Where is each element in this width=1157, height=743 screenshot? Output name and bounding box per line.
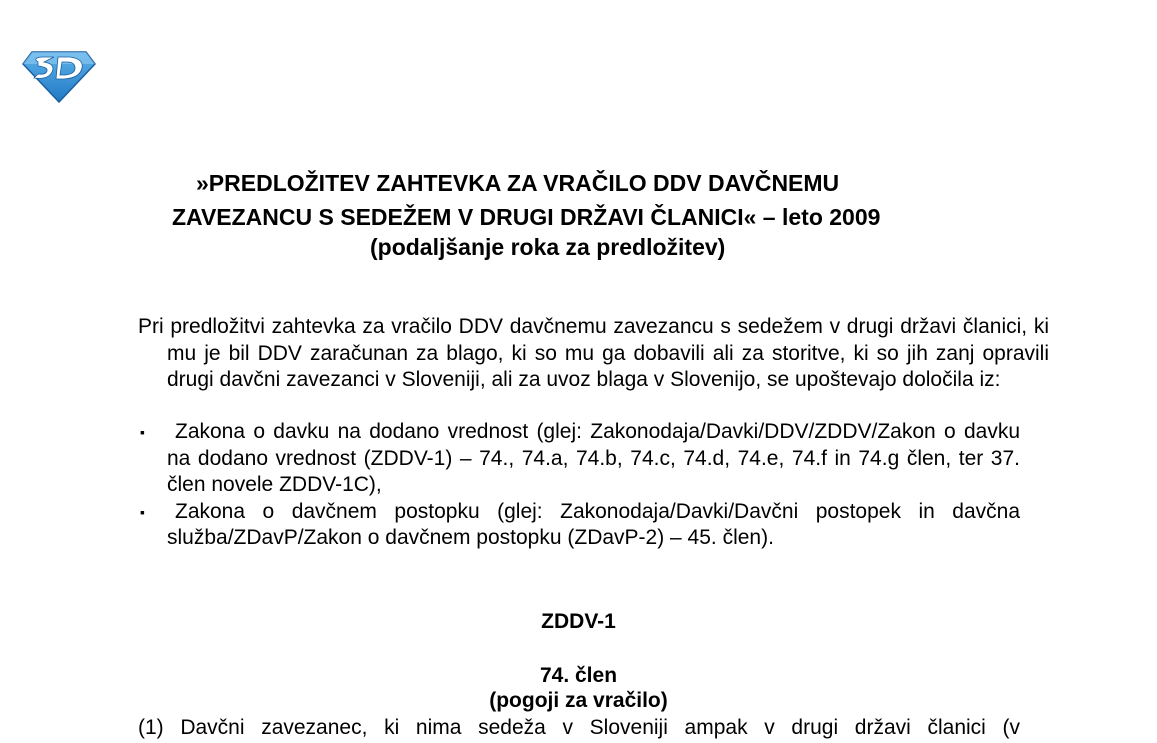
list-item-text: Zakona o davčnem postopku (glej: Zakonodaja/Davki/Davčni postopek in davčna služba/ZDavP/Zakon o davčnem postopku (ZDavP-2) – 45. člen). [167, 499, 1020, 549]
section-heading: ZDDV-1 [541, 610, 616, 633]
title-line-2: ZAVEZANCU S SEDEŽEM V DRUGI DRŽAVI ČLANICI« – leto 2009 [172, 204, 881, 230]
list-item-text: Zakona o davku na dodano vrednost (glej: Zakonodaja/Davki/DDV/ZDDV/Zakon o davku na dodano vrednost (ZDDV-1) – 74., 74.a, 74.b, 74.c, 74.d, 74.e, 74.f in 74.g člen, ter 37. člen novele ZDDV-1C), [167, 420, 1020, 496]
legal-sources-list [138, 419, 1020, 552]
list-item [138, 419, 1020, 499]
title-line-3: (podaljšanje roka za predložitev) [370, 234, 726, 260]
title-line-1: »PREDLOŽITEV ZAHTEVKA ZA VRAČILO DDV DAVČNEMU [196, 170, 840, 196]
list-item [138, 499, 1020, 552]
square-bullet-icon: ▪ [140, 503, 145, 520]
sd-logo-icon [22, 48, 96, 104]
intro-paragraph: Pri predložitvi zahtevka za vračilo DDV davčnemu zavezancu s sedežem v drugi državi članici, ki mu je bil DDV zaračunan za blago, ki so mu ga dobavili ali za storitve, ki so jih zanj opravili drugi davčni zavezanci v Sloveniji, ali za uvoz blaga v Slovenijo, se upoštevajo določila iz: [138, 315, 1049, 391]
article-subtitle: (pogoji za vračilo) [489, 689, 668, 712]
article-heading: 74. člen [539, 664, 618, 687]
article-paragraph: (1) Davčni zavezanec, ki nima sedeža v Sloveniji ampak v drugi državi članici (v [138, 716, 1020, 739]
square-bullet-icon: ▪ [140, 424, 145, 440]
